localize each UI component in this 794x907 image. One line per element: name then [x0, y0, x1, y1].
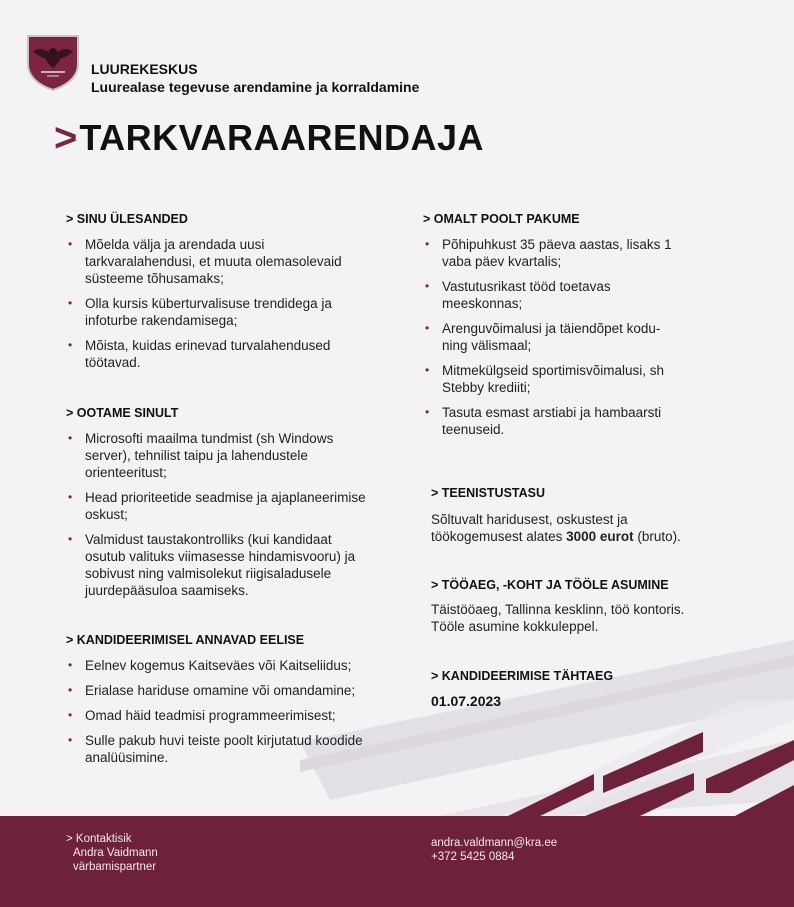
- list-item: • Omad häid teadmisi programmeerimisest;: [66, 707, 386, 724]
- advantage-list: [66, 657, 386, 774]
- list-item: • Olla kursis küberturvalisuse trendidega ja infoturbe rakendamisega;: [66, 295, 356, 329]
- contact-email-link[interactable]: andra.valdmann@kra.ee: [431, 837, 558, 849]
- contact-name: Andra Vaidmann: [73, 847, 158, 859]
- list-item: • Head prioriteetide seadmise ja ajaplaneerimise oskust;: [66, 489, 366, 523]
- contact-role: värbamispartner: [73, 861, 157, 873]
- org-header: [91, 60, 419, 96]
- list-item: • Vastutusrikast tööd toetavas meeskonnas;: [423, 278, 685, 312]
- section-heading-deadline: > KANDIDEERIMISE TÄHTAEG: [431, 669, 614, 683]
- worktime-text: [431, 601, 731, 635]
- list-item: • Erialase hariduse omamine või omandamine;: [66, 682, 386, 699]
- org-subtitle: Luurealase tegevuse arendamine ja korraldamine: [91, 79, 420, 95]
- list-item: • Sulle pakub huvi teiste poolt kirjutatud koodide analüüsimine.: [66, 732, 386, 766]
- salary-text-after: (bruto).: [633, 529, 681, 544]
- contact-details: [431, 836, 557, 864]
- list-item: • Mõista, kuidas erinevad turvalahendused töötavad.: [66, 337, 356, 371]
- section-heading-duties: > SINU ÜLESANDED: [66, 212, 188, 226]
- list-item: • Valmidust taustakontrolliks (kui kandidaat osutub valituks viimasesse hindamisvooru) ja sobivust ning valmisolekut riigisaladusele juurdepääsuloa saamiseks.: [66, 531, 366, 599]
- salary-text: [431, 511, 711, 545]
- contact-label: > Kontaktisik: [66, 833, 132, 845]
- title-arrow-icon: >: [54, 116, 78, 160]
- list-item: • Tasuta esmast arstiabi ja hambaarsti teenuseid.: [423, 404, 685, 438]
- contact-phone[interactable]: +372 5425 0884: [431, 851, 515, 863]
- org-name: LUUREKESKUS: [91, 61, 198, 77]
- page-title: TARKVARAARENDAJA: [79, 117, 485, 158]
- duties-list: [66, 236, 356, 379]
- job-title: [54, 118, 484, 158]
- worktime-line: Tööle asumine kokkuleppel.: [431, 619, 599, 634]
- expect-list: [66, 430, 366, 607]
- section-heading-offer: > OMALT POOLT PAKUME: [423, 212, 580, 226]
- eagle-shield-logo-icon: [25, 32, 81, 92]
- salary-text-before: Sõltuvalt haridusest, oskustest ja töökogemusest alates: [431, 512, 628, 544]
- section-heading-salary: > TEENISTUSTASU: [431, 486, 546, 500]
- section-heading-worktime: > TÖÖAEG, -KOHT JA TÖÖLE ASUMINE: [431, 578, 669, 592]
- list-item: • Microsofti maailma tundmist (sh Windows server), tehnilist taipu ja lahendustele orienteeritust;: [66, 430, 366, 481]
- salary-amount: 3000 eurot: [566, 529, 634, 544]
- list-item: • Põhipuhkust 35 päeva aastas, lisaks 1 vaba päev kvartalis;: [423, 236, 685, 270]
- list-item: • Eelnev kogemus Kaitseväes või Kaitseliidus;: [66, 657, 386, 674]
- contact-person: [66, 832, 158, 874]
- list-item: • Arenguvõimalusi ja täiendõpet kodu- ning välismaal;: [423, 320, 685, 354]
- list-item: • Mitmekülgseid sportimisvõimalusi, sh Stebby krediiti;: [423, 362, 685, 396]
- offer-list: [423, 236, 685, 446]
- section-heading-advantage: > KANDIDEERIMISEL ANNAVAD EELISE: [66, 633, 305, 647]
- deadline-date: 01.07.2023: [431, 693, 502, 709]
- list-item: • Mõelda välja ja arendada uusi tarkvaralahendusi, et muuta olemasolevaid süsteeme tõhusamaks;: [66, 236, 356, 287]
- worktime-line: Täistööaeg, Tallinna kesklinn, töö kontoris.: [431, 602, 685, 617]
- section-heading-expect: > OOTAME SINULT: [66, 406, 179, 420]
